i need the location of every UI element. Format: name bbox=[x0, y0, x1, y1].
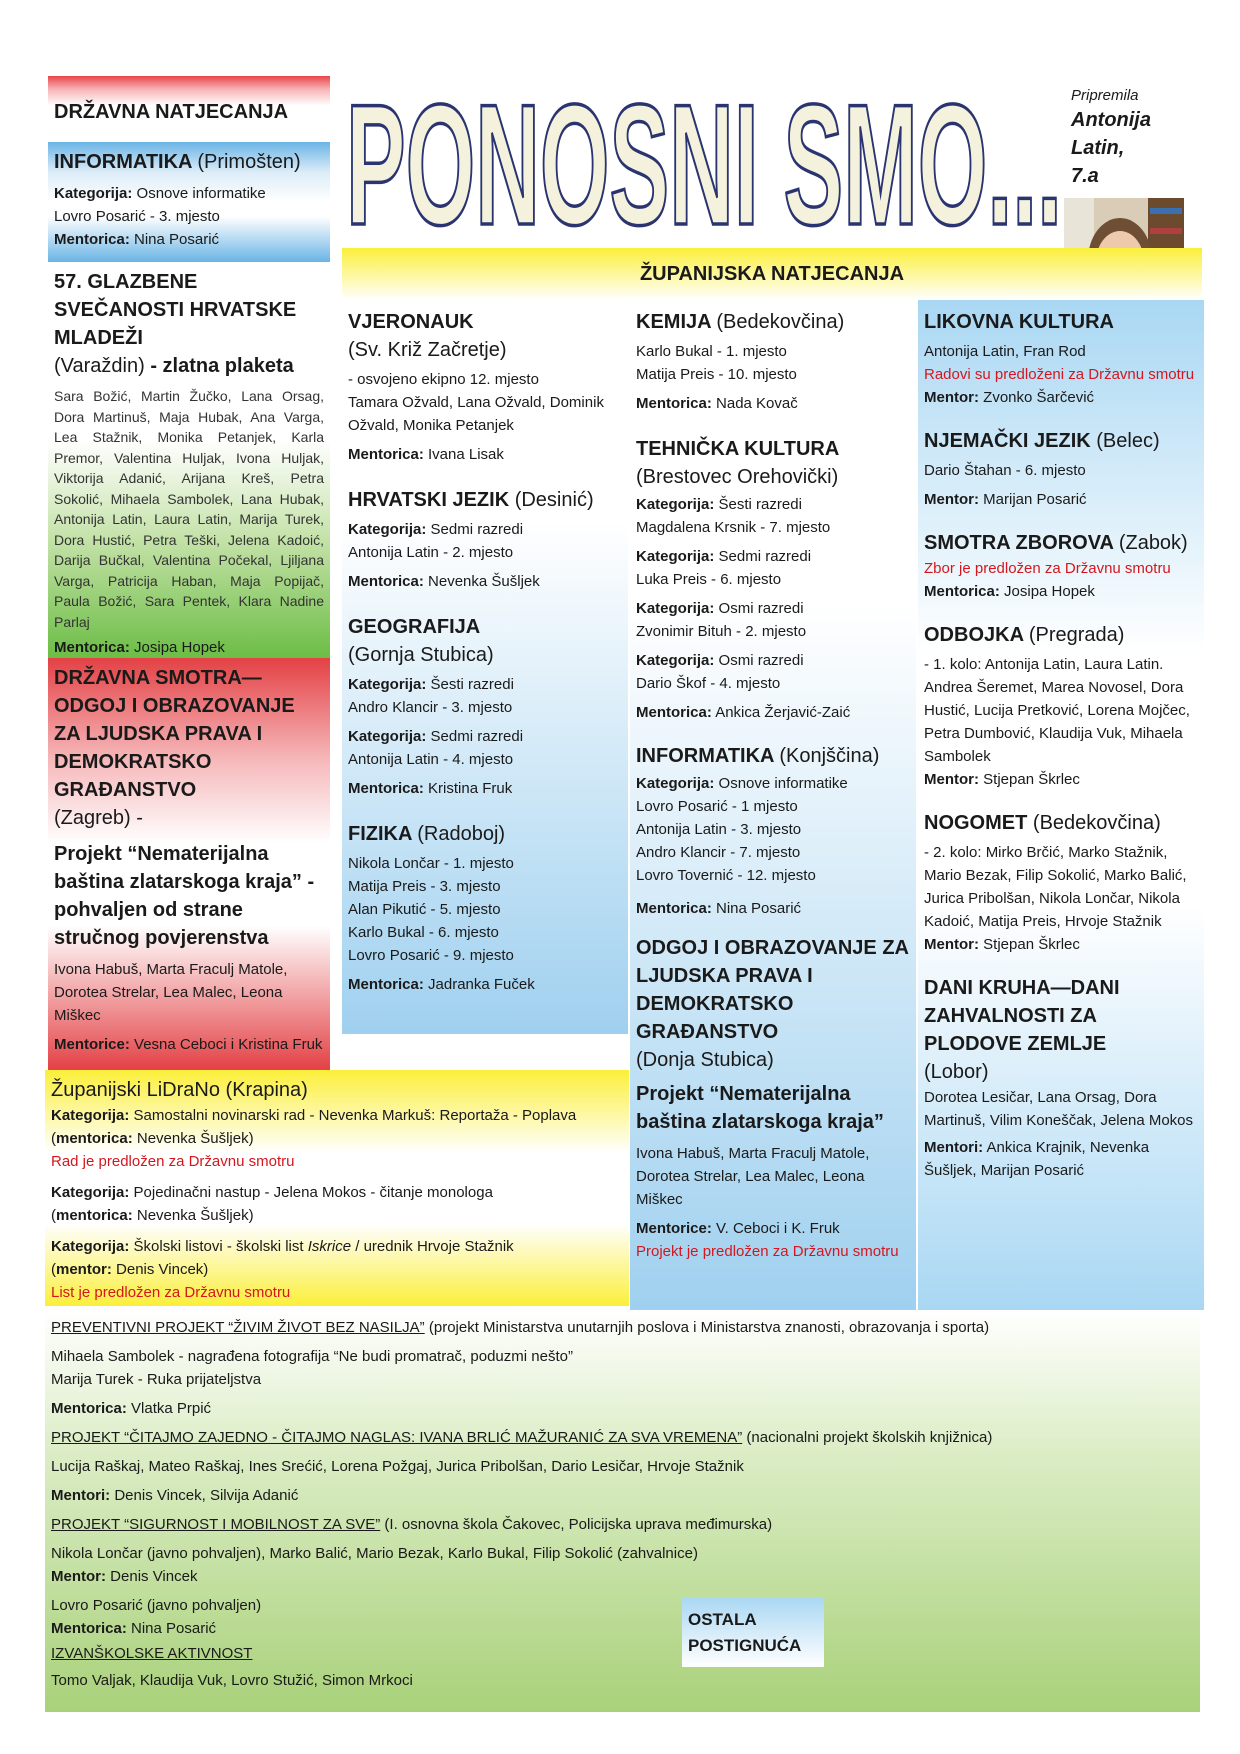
lidrano-k3b: / urednik Hrvoje Stažnik bbox=[355, 1238, 514, 1255]
inf2-line: Antonija Latin - 3. mjesto bbox=[636, 821, 802, 838]
drz-inf-place: (Primošten) bbox=[197, 151, 301, 173]
inf2-ml: Mentorica: bbox=[636, 900, 712, 917]
kruh-ml: Mentori: bbox=[924, 1139, 984, 1156]
p2-l1: Lucija Raškaj, Mateo Raškaj, Ines Srećić, Lorena Požgaj, Jurica Pribolšan, Dario Lesičar, Hrvoje Stažnik bbox=[51, 1458, 744, 1475]
page-title bbox=[342, 60, 1068, 238]
geo-k1: Šesti razredi bbox=[430, 676, 514, 693]
inf2-m: Nina Posarić bbox=[716, 900, 802, 917]
p1-ml: Mentorica: bbox=[51, 1400, 127, 1417]
fiz-line: Lovro Posarić - 9. mjesto bbox=[348, 947, 514, 964]
lidrano-k1-red: Rad je predložen za Državnu smotru bbox=[51, 1153, 295, 1170]
kruh-m: Ankica Krajnik, Nevenka Šušljek, Marijan Posarić bbox=[924, 1139, 1150, 1179]
badge-line1: OSTALA bbox=[688, 1610, 757, 1629]
zupanijski-lidrano bbox=[45, 1070, 629, 1306]
kem-l2: Matija Preis - 10. mjesto bbox=[636, 366, 797, 383]
p4-l1: Tomo Valjak, Klaudija Vuk, Lovro Stužić, Simon Mrkoci bbox=[51, 1672, 413, 1689]
drzavna-header: DRŽAVNA NATJECANJA bbox=[54, 101, 289, 123]
drz-inf-result: Lovro Posarić - 3. mjesto bbox=[54, 208, 220, 225]
p4-title: IZVANŠKOLSKE AKTIVNOST bbox=[51, 1645, 253, 1662]
zbor-ml: Mentorica: bbox=[924, 583, 1000, 600]
zupanijska-col-2 bbox=[630, 300, 916, 1310]
p3-ml: Mentor: bbox=[51, 1568, 106, 1585]
zupanijska-header-box bbox=[342, 248, 1202, 300]
odb-title: ODBOJKA bbox=[924, 624, 1024, 646]
odg-title: ODGOJ I OBRAZOVANJE ZA LJUDSKA PRAVA I DEMOKRATSKO GRAĐANSTVO bbox=[636, 937, 909, 1043]
zupanijska-header: ŽUPANIJSKA NATJECANJA bbox=[639, 263, 905, 285]
odg-place: (Donja Stubica) bbox=[636, 1049, 774, 1071]
drzavna-informatika bbox=[48, 142, 330, 262]
lidrano-k3a: Školski listovi - školski list bbox=[133, 1238, 304, 1255]
lidrano-k3-open: ( bbox=[51, 1261, 56, 1278]
geo-l2: Antonija Latin - 4. mjesto bbox=[348, 751, 514, 768]
lidrano-k3-italic: Iskrice bbox=[307, 1238, 352, 1255]
lidrano-k2-label: Kategorija: bbox=[51, 1184, 130, 1201]
fiz-ml: Mentorica: bbox=[348, 976, 424, 993]
teh-k4: Osmi razredi bbox=[718, 652, 804, 669]
p1-m: Vlatka Prpić bbox=[131, 1400, 212, 1417]
fiz-place: (Radoboj) bbox=[417, 823, 506, 845]
zupanijska-col-3 bbox=[918, 300, 1204, 1310]
teh-ml: Mentorica: bbox=[636, 704, 712, 721]
lidrano-k1-m: Nevenka Šušljek) bbox=[136, 1130, 254, 1147]
lidrano-k2-m: Nevenka Šušljek) bbox=[136, 1207, 254, 1224]
smotra-project: Projekt “Nematerijalna baština zlatarskoga kraja” - pohvaljen od strane stručnog povjerenstva bbox=[54, 843, 315, 949]
page-title-text: PONOSNI SMO... bbox=[346, 69, 1062, 238]
vjer-ml: Mentorica: bbox=[348, 446, 424, 463]
zbor-title: SMOTRA ZBOROVA bbox=[924, 532, 1114, 554]
hrv-kl: Kategorija: bbox=[348, 521, 427, 538]
inf2-k: Osnove informatike bbox=[718, 775, 848, 792]
p3-title: PROJEKT “SIGURNOST I MOBILNOST ZA SVE” bbox=[51, 1516, 381, 1533]
inf2-line: Lovro Posarić - 1 mjesto bbox=[636, 798, 798, 815]
geo-title: GEOGRAFIJA bbox=[348, 616, 481, 638]
njem-ml: Mentor: bbox=[924, 491, 979, 508]
geo-k1l: Kategorija: bbox=[348, 676, 427, 693]
drzavna-header-box bbox=[48, 76, 330, 142]
njem-m: Marijan Posarić bbox=[983, 491, 1087, 508]
kruh-title: DANI KRUHA—DANI ZAHVALNOSTI ZA PLODOVE ZEMLJE bbox=[924, 977, 1120, 1055]
vjer-place: (Sv. Križ Začretje) bbox=[348, 339, 507, 361]
hrv-ml: Mentorica: bbox=[348, 573, 424, 590]
zbor-red: Zbor je predložen za Državnu smotru bbox=[924, 560, 1171, 577]
odg-names: Ivona Habuš, Marta Fraculj Matole, Dorotea Strelar, Lea Malec, Leona Miškec bbox=[636, 1145, 870, 1208]
fiz-line: Nikola Lončar - 1. mjesto bbox=[348, 855, 514, 872]
hrv-k: Sedmi razredi bbox=[430, 521, 524, 538]
drz-inf-ment-label: Mentorica: bbox=[54, 231, 130, 248]
geo-m: Kristina Fruk bbox=[428, 780, 513, 797]
drz-inf-kat: Osnove informatike bbox=[136, 185, 266, 202]
inf2-title: INFORMATIKA bbox=[636, 745, 774, 767]
geo-place: (Gornja Stubica) bbox=[348, 644, 494, 666]
njem-title: NJEMAČKI JEZIK bbox=[924, 430, 1091, 452]
lidrano-k1-label: Kategorija: bbox=[51, 1107, 130, 1124]
glaz-names: Sara Božić, Martin Žučko, Lana Orsag, Dora Martinuš, Maja Hubak, Ana Varga, Lea Stažnik, Monika Petanjek, Karla Premor, Valentina Huljak, Ivona Huljak, Viktorija Adanić, Arijana Kreš, Petra Sokolić, Mihaela Sambolek, Lana Hubak, Antonija Latin, Laura Latin, Marija Turek, Dora Hustić, Petra Teški, Jelena Kadoić, Darija Bučkal, Valentina Počekal, Ljiljana Varga, Patricija Haban, Maja Popijač, Paula Božić, Sara Pentek, Klara Nadine Parlaj bbox=[54, 388, 324, 630]
lik-ml: Mentor: bbox=[924, 389, 979, 406]
p1-l2: Marija Turek - Ruka prijateljstva bbox=[51, 1371, 262, 1388]
smotra-place: (Zagreb) - bbox=[54, 807, 143, 829]
lik-m: Zvonko Šarčević bbox=[983, 389, 1095, 406]
lidrano-k2-m-label: mentorica: bbox=[56, 1207, 133, 1224]
vjer-title: VJERONAUK bbox=[348, 311, 474, 333]
kruh-l1: Dorotea Lesičar, Lana Orsag, Dora Martinuš, Vilim Koneščak, Jelena Mokos bbox=[924, 1089, 1194, 1129]
p3-l2: Lovro Posarić (javno pohvaljen) bbox=[51, 1597, 262, 1614]
geo-k2: Sedmi razredi bbox=[430, 728, 524, 745]
odb-l1: - 1. kolo: Antonija Latin, Laura Latin. Andrea Šeremet, Marea Novosel, Dora Hustić, Lucija Pretković, Lorena Mojčec, Petra Dumbović, Klaudija Vuk, Mihaela Sambolek bbox=[924, 656, 1190, 765]
teh-k1: Šesti razredi bbox=[718, 496, 802, 513]
nog-m: Stjepan Škrlec bbox=[983, 936, 1080, 953]
p2-title: PROJEKT “ČITAJMO ZAJEDNO - ČITAJMO NAGLAS: IVANA BRLIĆ MAŽURANIĆ ZA SVA VREMENA” bbox=[51, 1429, 743, 1446]
lidrano-k3-label: Kategorija: bbox=[51, 1238, 130, 1255]
credit-label: Pripremila bbox=[1071, 87, 1139, 104]
vjer-l2: Tamara Ožvald, Lana Ožvald, Dominik Ožvald, Monika Petanjek bbox=[348, 394, 604, 434]
author-credit bbox=[1071, 86, 1201, 190]
hrv-l1: Antonija Latin - 2. mjesto bbox=[348, 544, 514, 561]
smotra-ment: Vesna Ceboci i Kristina Fruk bbox=[134, 1036, 323, 1053]
lidrano-k3-m: Denis Vincek) bbox=[116, 1261, 209, 1278]
hrv-title: HRVATSKI JEZIK bbox=[348, 489, 510, 511]
lidrano-k3-m-label: mentor: bbox=[56, 1261, 112, 1278]
ostala-postignuca-box bbox=[45, 1310, 1200, 1712]
lidrano-title: Županijski LiDraNo bbox=[51, 1079, 220, 1101]
teh-k2: Sedmi razredi bbox=[718, 548, 812, 565]
kruh-place: (Lobor) bbox=[924, 1061, 989, 1083]
ostala-postignuca-badge bbox=[682, 1597, 824, 1667]
glaz-ment: Josipa Hopek bbox=[134, 639, 225, 656]
glaz-ment-label: Mentorica: bbox=[54, 639, 130, 656]
p3-l1: Nikola Lončar (javno pohvaljen), Marko Balić, Mario Bezak, Karlo Bukal, Filip Sokolić (zahvalnice) bbox=[51, 1545, 698, 1562]
nog-place: (Bedekovčina) bbox=[1032, 812, 1161, 834]
smotra-ment-label: Mentorice: bbox=[54, 1036, 130, 1053]
teh-kl: Kategorija: bbox=[636, 652, 715, 669]
p2-ml: Mentori: bbox=[51, 1487, 111, 1504]
lik-red: Radovi su predloženi za Državnu smotru bbox=[924, 366, 1195, 383]
glaz-place: (Varaždin) bbox=[54, 355, 145, 377]
drz-inf-title: INFORMATIKA bbox=[54, 151, 192, 173]
odg-project: Projekt “Nematerijalna baština zlatarskoga kraja” bbox=[636, 1083, 884, 1133]
odb-ml: Mentor: bbox=[924, 771, 979, 788]
inf2-kl: Kategorija: bbox=[636, 775, 715, 792]
fiz-m: Jadranka Fuček bbox=[428, 976, 535, 993]
fiz-line: Alan Pikutić - 5. mjesto bbox=[348, 901, 501, 918]
glazbene-svecanosti bbox=[48, 262, 330, 658]
p2-note: (nacionalni projekt školskih knjižnica) bbox=[746, 1429, 993, 1446]
njem-l1: Dario Štahan - 6. mjesto bbox=[924, 462, 1086, 479]
drz-inf-ment: Nina Posarić bbox=[134, 231, 220, 248]
kem-l1: Karlo Bukal - 1. mjesto bbox=[636, 343, 787, 360]
p3-m2: Nina Posarić bbox=[131, 1620, 217, 1637]
kem-ml: Mentorica: bbox=[636, 395, 712, 412]
odg-red: Projekt je predložen za Državnu smotru bbox=[636, 1243, 899, 1260]
hrv-m: Nevenka Šušljek bbox=[428, 573, 540, 590]
credit-class: 7.a bbox=[1071, 165, 1099, 187]
smotra-names: Ivona Habuš, Marta Fraculj Matole, Dorotea Strelar, Lea Malec, Leona Miškec bbox=[54, 961, 288, 1024]
odb-place: (Pregrada) bbox=[1028, 624, 1125, 646]
teh-l1: Magdalena Krsnik - 7. mjesto bbox=[636, 519, 831, 536]
inf2-line: Andro Klancir - 7. mjesto bbox=[636, 844, 801, 861]
drzavna-smotra bbox=[48, 658, 330, 1070]
inf2-place: (Konjščina) bbox=[779, 745, 880, 767]
vjer-m: Ivana Lisak bbox=[428, 446, 504, 463]
geo-ml: Mentorica: bbox=[348, 780, 424, 797]
credit-name2: Latin, bbox=[1071, 137, 1125, 159]
odg-m: V. Ceboci i K. Fruk bbox=[716, 1220, 840, 1237]
fiz-line: Karlo Bukal - 6. mjesto bbox=[348, 924, 499, 941]
kem-title: KEMIJA bbox=[636, 311, 711, 333]
njem-place: (Belec) bbox=[1096, 430, 1160, 452]
p2-m: Denis Vincek, Silvija Adanić bbox=[114, 1487, 299, 1504]
glaz-award: - zlatna plaketa bbox=[150, 355, 294, 377]
teh-k3: Osmi razredi bbox=[718, 600, 804, 617]
teh-m: Ankica Žerjavić-Zaić bbox=[715, 704, 851, 721]
credit-name1: Antonija bbox=[1071, 109, 1151, 131]
p3-note: (I. osnovna škola Čakovec, Policijska uprava međimurska) bbox=[384, 1516, 773, 1533]
nog-title: NOGOMET bbox=[924, 812, 1028, 834]
vjer-l1: - osvojeno ekipno 12. mjesto bbox=[348, 371, 539, 388]
p3-m: Denis Vincek bbox=[110, 1568, 198, 1585]
teh-l2: Luka Preis - 6. mjesto bbox=[636, 571, 782, 588]
teh-kl: Kategorija: bbox=[636, 548, 715, 565]
zbor-m: Josipa Hopek bbox=[1004, 583, 1095, 600]
zupanijska-col-1 bbox=[342, 300, 628, 1034]
p3-m2l: Mentorica: bbox=[51, 1620, 127, 1637]
lidrano-k2: Pojedinačni nastup - Jelena Mokos - čitanje monologa bbox=[133, 1184, 493, 1201]
fiz-line: Matija Preis - 3. mjesto bbox=[348, 878, 501, 895]
lidrano-place: (Krapina) bbox=[225, 1079, 308, 1101]
p1-l1: Mihaela Sambolek - nagrađena fotografija “Ne budi promatrač, poduzmi nešto” bbox=[51, 1348, 573, 1365]
odg-ml: Mentorice: bbox=[636, 1220, 712, 1237]
lidrano-k1-m-label: mentorica: bbox=[56, 1130, 133, 1147]
nog-l1: - 2. kolo: Mirko Brčić, Marko Stažnik, Mario Bezak, Filip Sokolić, Marko Balić, Jurica Pribolšan, Nikola Lončar, Nikola Kadoić, Matija Preis, Hrvoje Stažnik bbox=[924, 844, 1187, 930]
teh-title: TEHNIČKA KULTURA bbox=[636, 438, 840, 460]
kem-place: (Bedekovčina) bbox=[716, 311, 845, 333]
lik-l1: Antonija Latin, Fran Rod bbox=[924, 343, 1086, 360]
teh-place: (Brestovec Orehovički) bbox=[636, 466, 839, 488]
fiz-title: FIZIKA bbox=[348, 823, 412, 845]
teh-l4: Dario Škof - 4. mjesto bbox=[636, 675, 781, 692]
drz-inf-kat-label: Kategorija: bbox=[54, 185, 133, 202]
zbor-place: (Zabok) bbox=[1118, 532, 1188, 554]
p1-title: PREVENTIVNI PROJEKT “ŽIVIM ŽIVOT BEZ NASILJA” bbox=[51, 1319, 425, 1336]
smotra-title: DRŽAVNA SMOTRA—ODGOJ I OBRAZOVANJE ZA LJUDSKA PRAVA I DEMOKRATSKO GRAĐANSTVO bbox=[54, 667, 295, 801]
inf2-line: Lovro Tovernić - 12. mjesto bbox=[636, 867, 816, 884]
teh-l3: Zvonimir Bituh - 2. mjesto bbox=[636, 623, 807, 640]
nog-ml: Mentor: bbox=[924, 936, 979, 953]
glaz-title: 57. GLAZBENE SVEČANOSTI HRVATSKE MLADEŽI bbox=[54, 271, 297, 349]
geo-k2l: Kategorija: bbox=[348, 728, 427, 745]
hrv-place: (Desinić) bbox=[514, 489, 594, 511]
lidrano-k1: Samostalni novinarski rad - Nevenka Markuš: Reportaža - Poplava ( bbox=[51, 1107, 577, 1147]
teh-kl: Kategorija: bbox=[636, 600, 715, 617]
p1-note: (projekt Ministarstva unutarnjih poslova i Ministarstva znanosti, obrazovanja i sporta) bbox=[428, 1319, 990, 1336]
teh-kl: Kategorija: bbox=[636, 496, 715, 513]
geo-l1: Andro Klancir - 3. mjesto bbox=[348, 699, 513, 716]
odb-m: Stjepan Škrlec bbox=[983, 771, 1080, 788]
lik-title: LIKOVNA KULTURA bbox=[924, 311, 1114, 333]
lidrano-k2-open: ( bbox=[51, 1207, 56, 1224]
lidrano-k3-red: List je predložen za Državnu smotru bbox=[51, 1284, 291, 1301]
badge-line2: POSTIGNUĆA bbox=[688, 1636, 802, 1655]
kem-m: Nada Kovač bbox=[716, 395, 798, 412]
